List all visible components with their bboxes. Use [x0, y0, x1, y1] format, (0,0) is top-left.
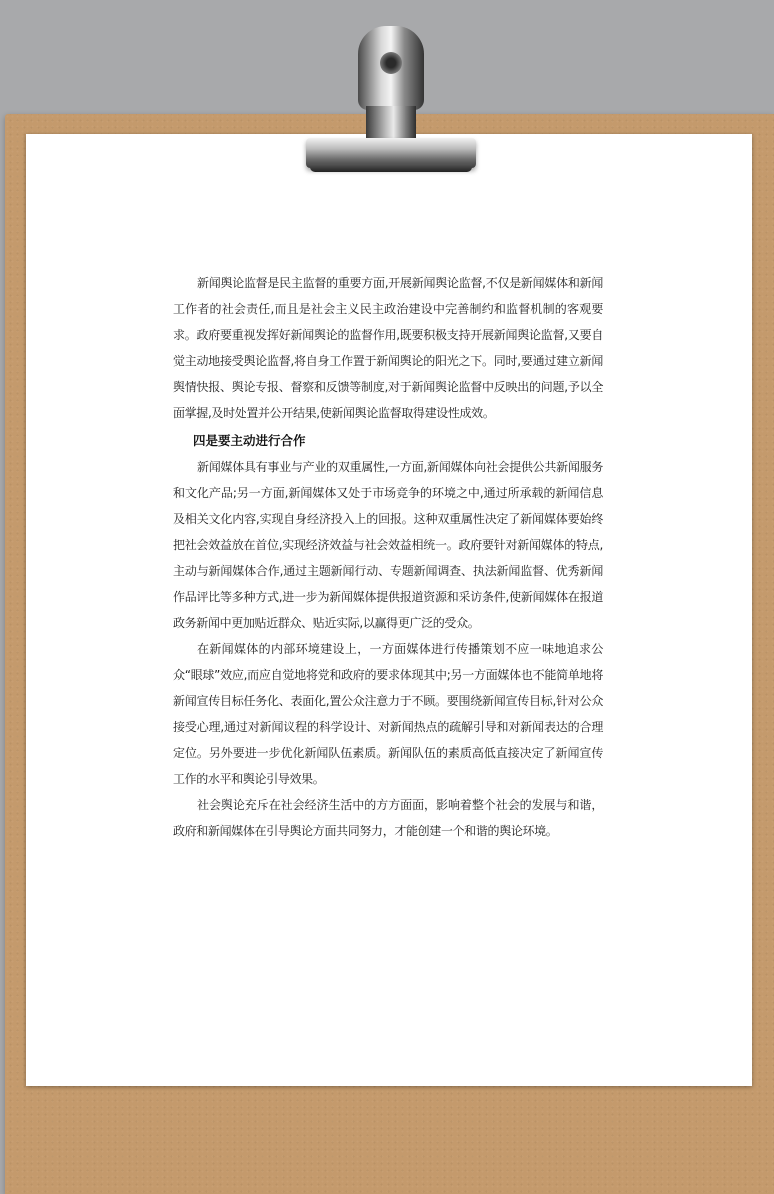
document-body — [173, 270, 603, 844]
clip-lip — [310, 164, 472, 172]
paragraph-conclusion: 社会舆论充斥在社会经济生活中的方方面面，影响着整个社会的发展与和谐，政府和新闻媒体在引导舆论方面共同努力，才能创建一个和谐的舆论环境。 — [173, 798, 603, 838]
clip-neck — [366, 106, 416, 140]
paragraph-dual-attributes: 新闻媒体具有事业与产业的双重属性,一方面,新闻媒体向社会提供公共新闻服务和文化产品;另一方面,新闻媒体又处于市场竞争的环境之中,通过所承载的新闻信息及相关文化内容,实现自身经济投入上的回报。这种双重属性决定了新闻媒体要始终把社会效益放在首位,实现经济效益与社会效益相统一。政府要针对新闻媒体的特点,主动与新闻媒体合作,通过主题新闻行动、专题新闻调查、执法新闻监督、优秀新闻作品评比等多种方式,进一步为新闻媒体提供报道资源和采访条件,使新闻媒体在报道政务新闻中更加贴近群众、贴近实际,以赢得更广泛的受众。 — [173, 460, 603, 630]
clip-hole — [380, 52, 402, 74]
binder-clip-icon — [306, 26, 476, 176]
paragraph-internal-environment: 在新闻媒体的内部环境建设上，一方面媒体进行传播策划不应一味地追求公众“眼球”效应,而应自觉地将党和政府的要求体现其中;另一方面媒体也不能简单地将新闻宣传目标任务化、表面化,置公众注意力于不顾。要围绕新闻宣传目标,针对公众接受心理,通过对新闻议程的科学设计、对新闻热点的疏解引导和对新闻表达的合理定位。另外要进一步优化新闻队伍素质。新闻队伍的素质高低直接决定了新闻宣传工作的水平和舆论引导效果。 — [173, 642, 603, 786]
paragraph-supervision: 新闻舆论监督是民主监督的重要方面,开展新闻舆论监督,不仅是新闻媒体和新闻工作者的社会责任,而且是社会主义民主政治建设中完善制约和监督机制的客观要求。政府要重视发挥好新闻舆论的监督作用,既要积极支持开展新闻舆论监督,又要自觉主动地接受舆论监督,将自身工作置于新闻舆论的阳光之下。同时,要通过建立新闻舆情快报、舆论专报、督察和反馈等制度,对于新闻舆论监督中反映出的问题,予以全面掌握,及时处置并公开结果,使新闻舆论监督取得建设性成效。 — [173, 276, 603, 420]
section-heading: 四是要主动进行合作 — [193, 433, 306, 448]
